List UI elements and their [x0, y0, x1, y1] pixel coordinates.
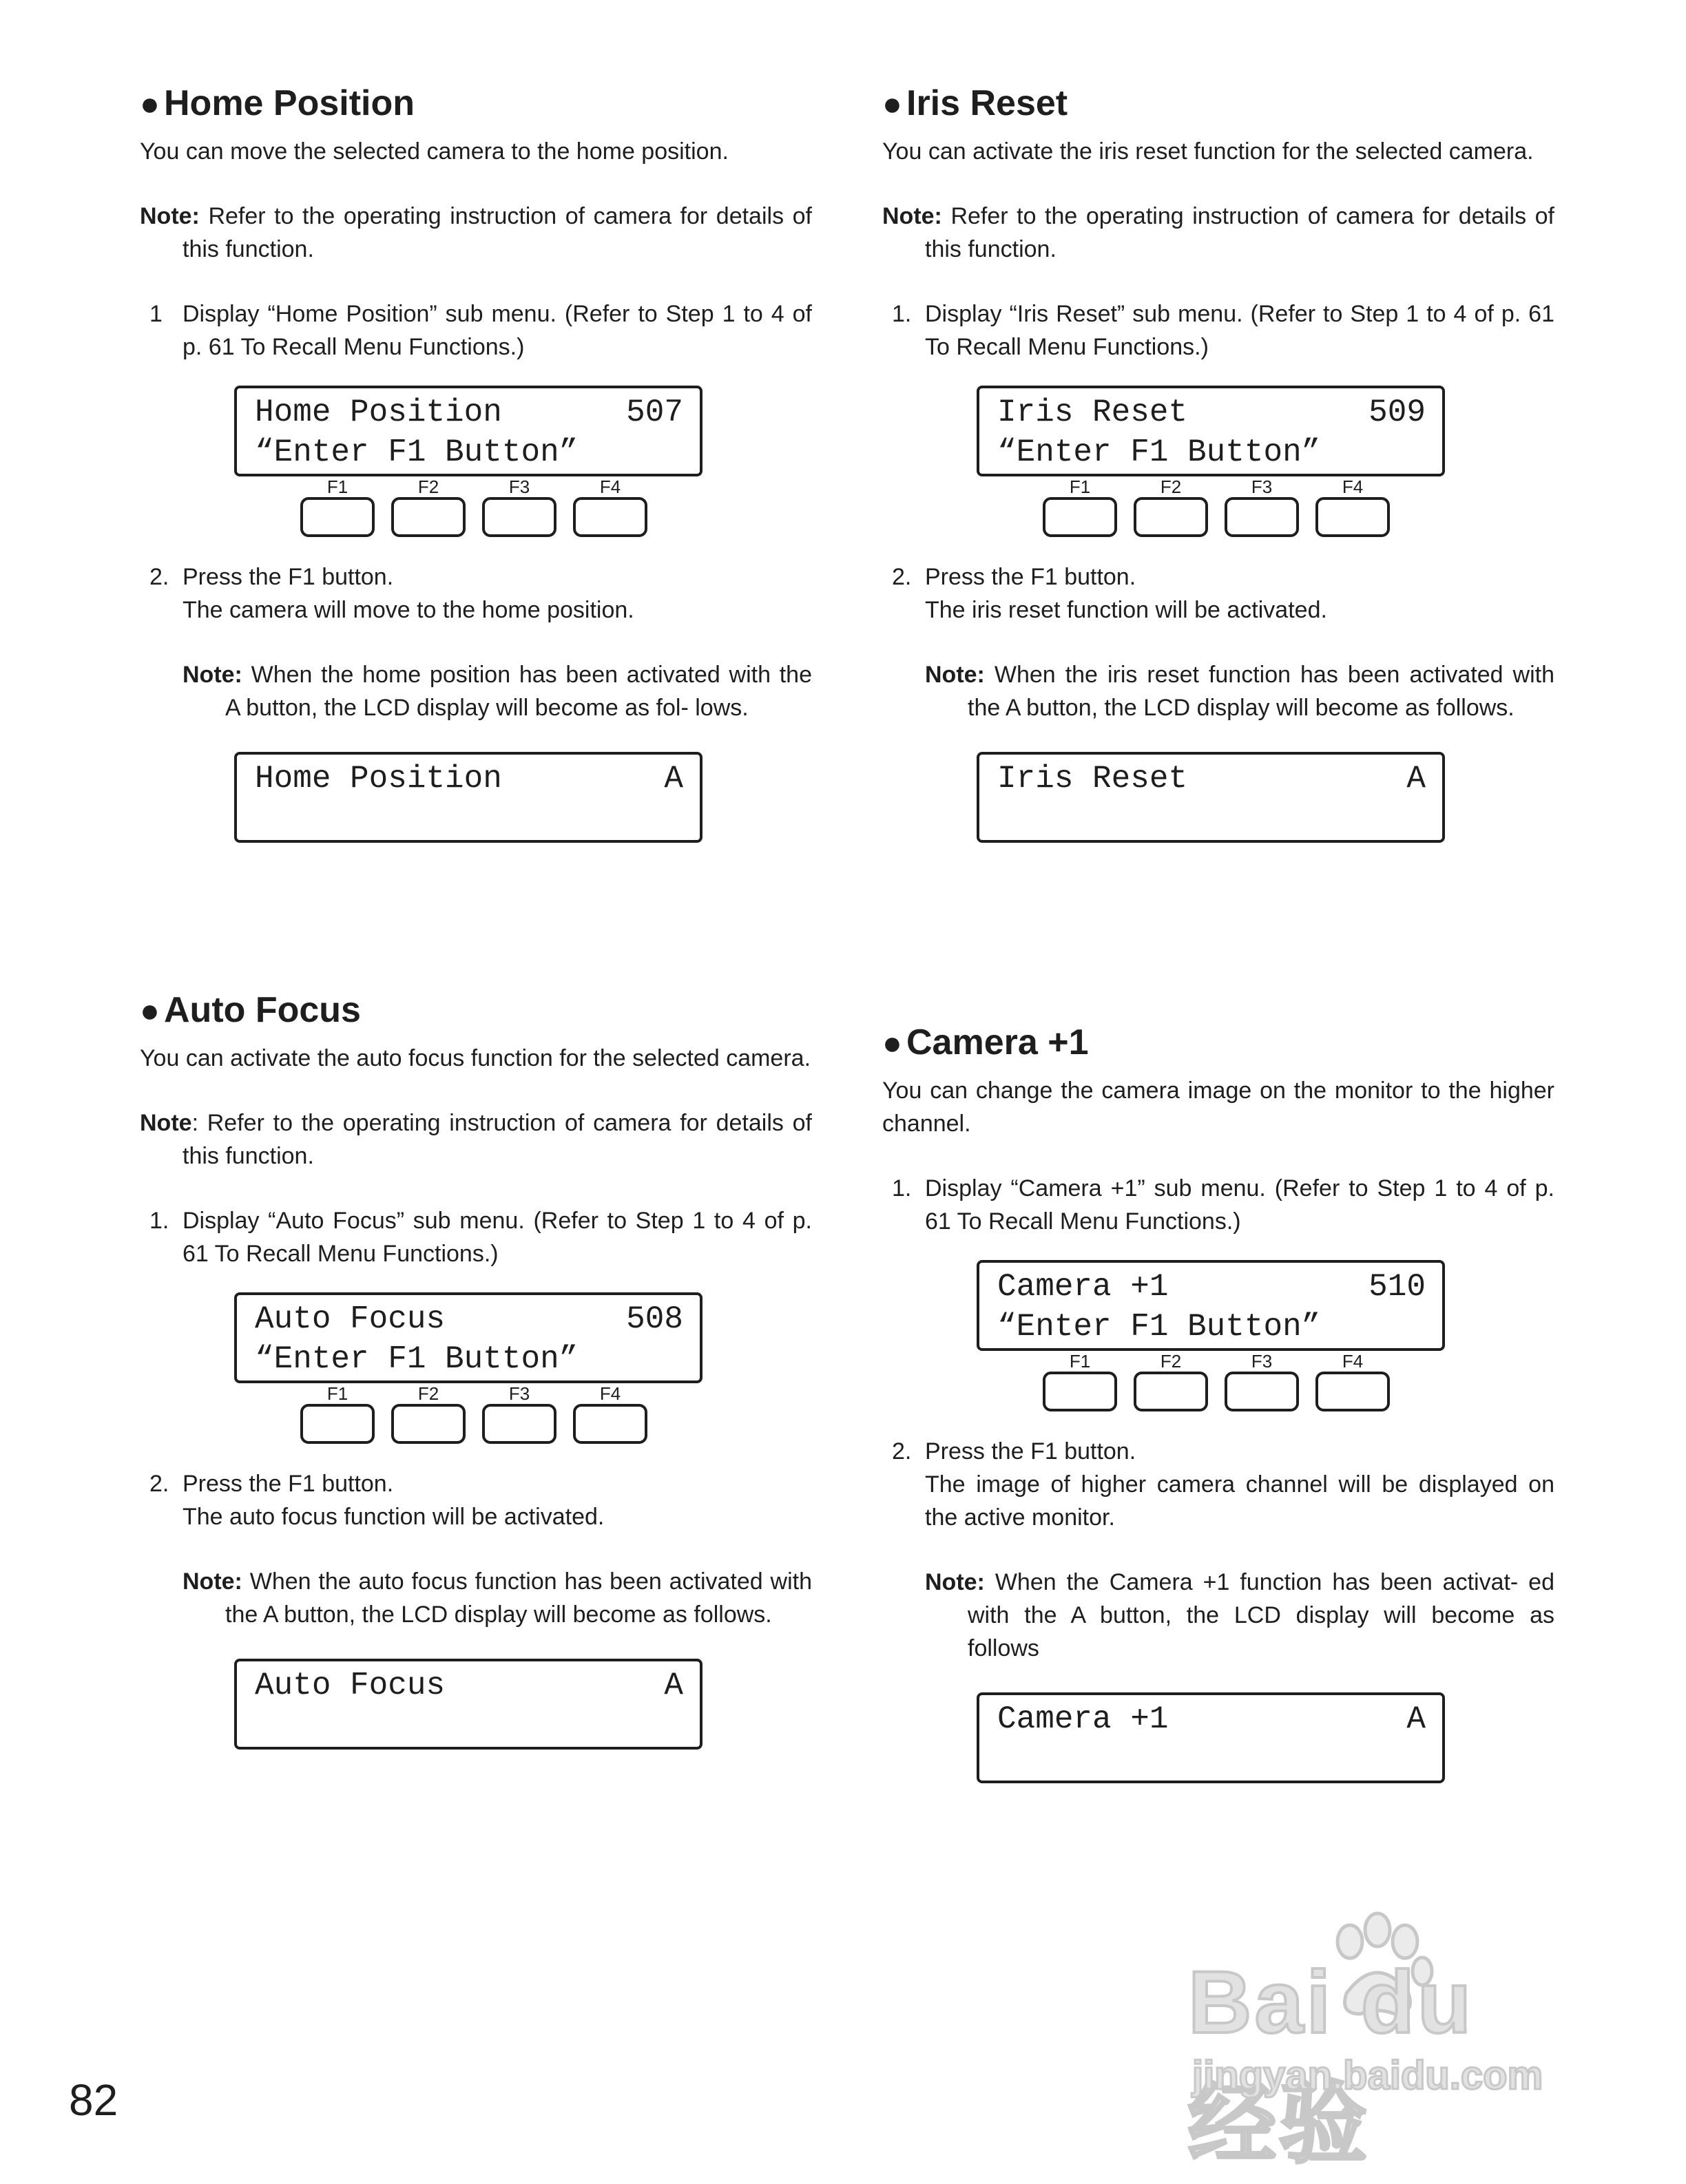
iris-reset-step-2-note: Note: When the iris reset function has been activated with the A button, the LCD display will become as follows.	[925, 662, 1554, 721]
bullet-icon: ●	[140, 993, 160, 1029]
lcd-display: Camera +1 510 “Enter F1 Button”	[977, 1260, 1445, 1351]
key-shape	[300, 497, 375, 537]
auto-focus-heading: ● Auto Focus	[140, 990, 361, 1030]
key-shape	[482, 497, 556, 537]
camera-plus-one-intro: You can change the camera image on the monitor to the higher channel.	[882, 1078, 1554, 1137]
iris-reset-note: Note: Refer to the operating instruction of camera for details of this function.	[882, 203, 1554, 262]
menu-code: 508	[626, 1301, 683, 1337]
f1-key: F1	[1043, 1351, 1117, 1414]
f4-key: F4	[573, 1383, 647, 1447]
auto-focus-intro: You can activate the auto focus function for the selected camera.	[140, 1045, 811, 1071]
f3-key: F3	[482, 476, 556, 540]
lcd-display: Home Position A	[234, 752, 702, 843]
bullet-icon: ●	[882, 1025, 902, 1062]
f2-key: F2	[391, 476, 466, 540]
function-keys	[1043, 476, 1445, 540]
home-position-step-2: 2. Press the F1 button. The camera will move to the home position. Note: When the home position has been activated with the A button, the LCD display will become as fol- lows.	[140, 560, 812, 724]
watermark-main-text: Bai du 经验	[1188, 1953, 1475, 2174]
f3-key: F3	[482, 1383, 556, 1447]
menu-code: 509	[1368, 395, 1426, 430]
key-shape	[1225, 1372, 1299, 1411]
f4-key: F4	[1315, 1351, 1390, 1414]
f3-key: F3	[1225, 476, 1299, 540]
iris-reset-heading: ● Iris Reset	[882, 83, 1068, 123]
auto-focus-step-2-note: Note: When the auto focus function has been activated with the A button, the LCD display will become as follows.	[183, 1568, 812, 1628]
lcd-display: Auto Focus 508 “Enter F1 Button”	[234, 1292, 702, 1383]
f1-key: F1	[300, 476, 375, 540]
function-keys	[1043, 1351, 1445, 1414]
key-shape	[573, 1404, 647, 1444]
auto-focus-step-1: 1. Display “Auto Focus” sub menu. (Refer to Step 1 to 4 of p. 61 To Recall Menu Functions.)	[149, 1208, 812, 1267]
key-shape	[1043, 1372, 1117, 1411]
camera-plus-one-section	[882, 1020, 1554, 1783]
f2-key: F2	[391, 1383, 466, 1447]
home-position-heading: ● Home Position	[140, 83, 415, 123]
bullet-icon: ●	[882, 86, 902, 123]
auto-focus-note: Note: Refer to the operating instruction of camera for details of this function.	[140, 1110, 812, 1169]
key-shape	[391, 497, 466, 537]
f4-key: F4	[1315, 476, 1390, 540]
home-position-step-2-note: Note: When the home position has been activated with the A button, the LCD display will become as fol- lows.	[183, 662, 812, 721]
auto-focus-step-2: 2. Press the F1 button. The auto focus function will be activated. Note: When the auto focus function has been activated with the A button, the LCD display will become as follows.	[140, 1467, 812, 1631]
f4-key: F4	[573, 476, 647, 540]
lcd-display: Auto Focus A	[234, 1659, 702, 1750]
key-shape	[573, 497, 647, 537]
iris-reset-section	[882, 81, 1554, 843]
iris-reset-step-2: 2. Press the F1 button. The iris reset function will be activated. Note: When the iris reset function has been activated with the A button, the LCD display will become as follows.	[882, 560, 1554, 724]
iris-reset-lcd-figure	[977, 386, 1445, 540]
home-position-lcd-result	[234, 752, 702, 843]
lcd-display: Camera +1 A	[977, 1692, 1445, 1783]
key-shape	[482, 1404, 556, 1444]
f2-key: F2	[1134, 1351, 1208, 1414]
function-keys	[300, 476, 702, 540]
key-shape	[1315, 497, 1390, 537]
home-position-lcd-figure	[234, 386, 702, 540]
baidu-watermark	[1188, 1911, 1574, 2174]
home-position-section	[140, 81, 812, 843]
key-shape	[1225, 497, 1299, 537]
iris-reset-intro: You can activate the iris reset function for the selected camera.	[882, 138, 1534, 165]
lcd-display: Iris Reset A	[977, 752, 1445, 843]
function-keys	[300, 1383, 702, 1447]
auto-focus-lcd-figure	[234, 1292, 702, 1447]
lcd-display: Iris Reset 509 “Enter F1 Button”	[977, 386, 1445, 476]
home-position-note: Note: Refer to the operating instruction of camera for details of this function.	[140, 203, 812, 262]
f2-key: F2	[1134, 476, 1208, 540]
camera-plus-one-lcd-figure	[977, 1260, 1445, 1414]
auto-focus-section	[140, 988, 812, 1750]
home-position-intro: You can move the selected camera to the home position.	[140, 138, 729, 165]
watermark-url: jingyan.baidu.com	[1192, 2053, 1543, 2098]
key-shape	[1315, 1372, 1390, 1411]
f1-key: F1	[300, 1383, 375, 1447]
camera-plus-one-heading: ● Camera +1	[882, 1022, 1089, 1062]
camera-plus-one-step-1: 1. Display “Camera +1” sub menu. (Refer to Step 1 to 4 of p. 61 To Recall Menu Functions.)	[892, 1175, 1554, 1235]
auto-focus-lcd-result	[234, 1659, 702, 1750]
page-number: 82	[69, 2075, 118, 2125]
camera-plus-one-step-2: 2. Press the F1 button. The image of higher camera channel will be displayed on the active monitor. Note: When the Camera +1 function has been activat- ed with the A button, the LCD display will become as follows	[882, 1435, 1554, 1665]
bullet-icon: ●	[140, 86, 160, 123]
key-shape	[1134, 497, 1208, 537]
iris-reset-step-1: 1. Display “Iris Reset” sub menu. (Refer to Step 1 to 4 of p. 61 To Recall Menu Functions.)	[892, 301, 1554, 360]
f1-key: F1	[1043, 476, 1117, 540]
camera-plus-one-step-2-note: Note: When the Camera +1 function has been activat- ed with the A button, the LCD display will become as follows	[925, 1569, 1554, 1661]
key-shape	[1043, 497, 1117, 537]
f3-key: F3	[1225, 1351, 1299, 1414]
lcd-display: Home Position 507 “Enter F1 Button”	[234, 386, 702, 476]
camera-plus-one-lcd-result	[977, 1692, 1445, 1783]
key-shape	[1134, 1372, 1208, 1411]
menu-code: 507	[626, 395, 683, 430]
key-shape	[391, 1404, 466, 1444]
menu-code: 510	[1368, 1269, 1426, 1305]
iris-reset-lcd-result	[977, 752, 1445, 843]
key-shape	[300, 1404, 375, 1444]
home-position-step-1: 1 Display “Home Position” sub menu. (Refer to Step 1 to 4 of p. 61 To Recall Menu Functions.)	[149, 301, 812, 360]
